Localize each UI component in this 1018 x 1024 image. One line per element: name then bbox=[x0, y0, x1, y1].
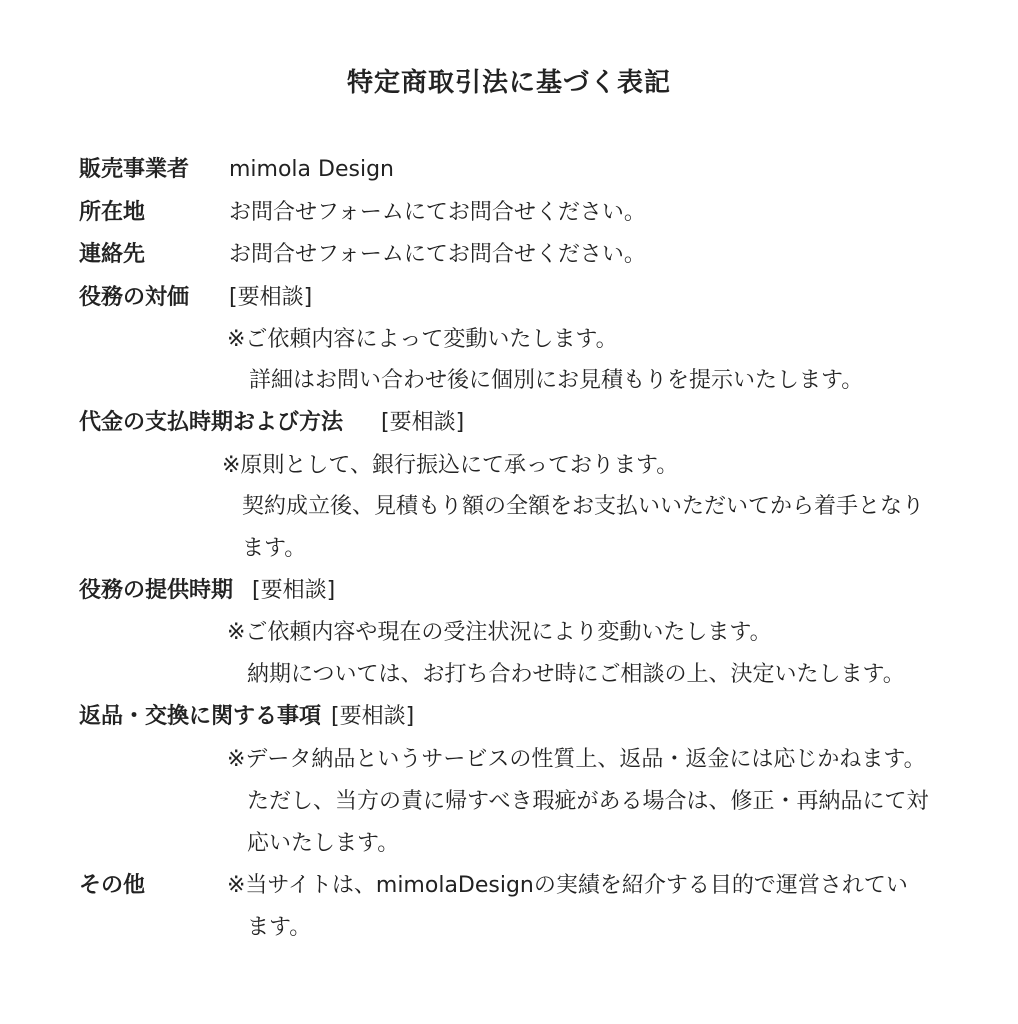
seller-value: mimola Design bbox=[229, 157, 394, 182]
returns-value: [要相談] bbox=[331, 704, 415, 729]
payment-note-3: ます。 bbox=[242, 536, 307, 561]
other-note-1: ※当サイトは、mimolaDesignの実績を紹介する目的で運営されてい bbox=[227, 873, 908, 898]
price-label: 役務の対価 bbox=[79, 285, 190, 310]
page-title: 特定商取引法に基づく表記 bbox=[346, 68, 671, 98]
price-value: [要相談] bbox=[229, 285, 313, 310]
returns-note-3: 応いたします。 bbox=[247, 831, 400, 856]
contact-value: お問合せフォームにてお問合せください。 bbox=[229, 242, 646, 267]
payment-label: 代金の支払時期および方法 bbox=[79, 410, 344, 435]
contact-label: 連絡先 bbox=[79, 242, 146, 267]
payment-note-2: 契約成立後、見積もり額の全額をお支払いいただいてから着手となり bbox=[242, 494, 925, 519]
returns-note-1: ※データ納品というサービスの性質上、返品・返金には応じかねます。 bbox=[227, 747, 926, 772]
delivery-label: 役務の提供時期 bbox=[79, 578, 234, 603]
returns-label: 返品・交換に関する事項 bbox=[79, 704, 322, 729]
delivery-value: [要相談] bbox=[252, 578, 336, 603]
payment-note-1: ※原則として、銀行振込にて承っております。 bbox=[222, 453, 679, 478]
delivery-note-1: ※ご依頼内容や現在の受注状況により変動いたします。 bbox=[227, 620, 772, 645]
price-note-2: 詳細はお問い合わせ後に個別にお見積もりを提示いたします。 bbox=[249, 368, 864, 393]
other-label: その他 bbox=[79, 873, 146, 898]
address-label: 所在地 bbox=[79, 200, 146, 225]
returns-note-2: ただし、当方の責に帰すべき瑕疵がある場合は、修正・再納品にて対 bbox=[247, 789, 929, 814]
address-value: お問合せフォームにてお問合せください。 bbox=[229, 200, 646, 225]
payment-value: [要相談] bbox=[381, 410, 465, 435]
other-note-2: ます。 bbox=[247, 915, 312, 940]
seller-label: 販売事業者 bbox=[79, 157, 190, 182]
delivery-note-2: 納期については、お打ち合わせ時にご相談の上、決定いたします。 bbox=[247, 662, 905, 687]
price-note-1: ※ご依頼内容によって変動いたします。 bbox=[227, 327, 618, 352]
